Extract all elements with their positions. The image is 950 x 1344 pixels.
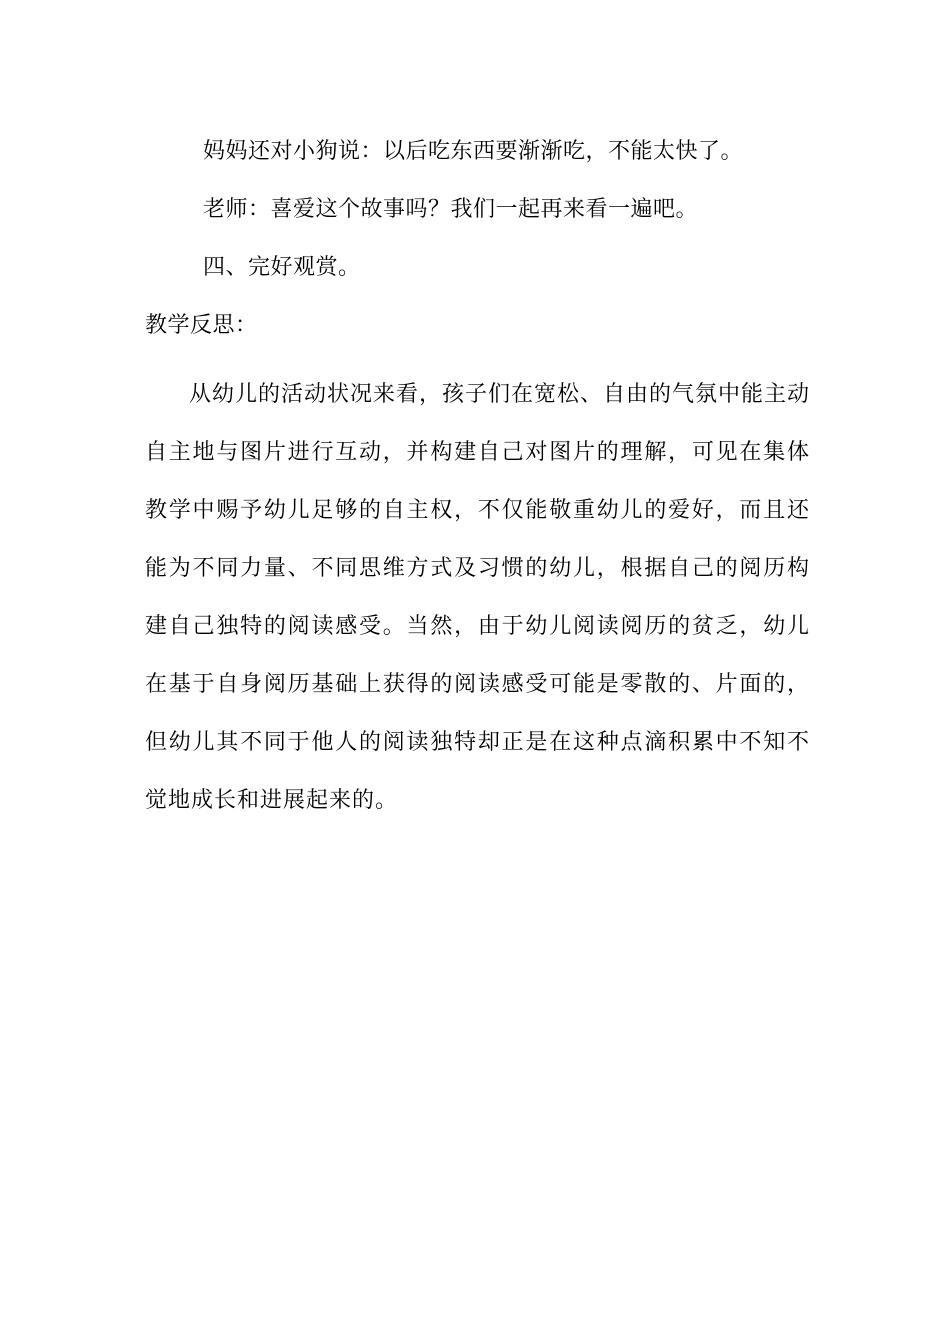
reflection-paragraph: 从幼儿的活动状况来看，孩子们在宽松、自由的气氛中能主动自主地与图片进行互动，并构建自己对图片的理解，可见在集体教学中赐予幼儿足够的自主权，不仅能敬重幼儿的爱好，而且还能为不同力量、不同思维方式及习惯的幼儿，根据自己的阅历构建自己独特的阅读感受。当然，由于幼儿阅读阅历的贫乏，幼儿在基于自身阅历基础上获得的阅读感受可能是零散的、片面的，但幼儿其不同于他人的阅读独特却正是在这种点滴积累中不知不觉地成长和进展起来的。 — [145, 382, 811, 813]
story-line-teacher: 老师：喜爱这个故事吗？我们一起再来看一遍吧。 — [203, 197, 699, 222]
section-heading-appreciation: 四、完好观赏。 — [203, 255, 361, 280]
story-line-mother: 妈妈还对小狗说：以后吃东西要渐渐吃，不能太快了。 — [203, 139, 744, 164]
reflection-heading: 教学反思： — [145, 313, 258, 338]
